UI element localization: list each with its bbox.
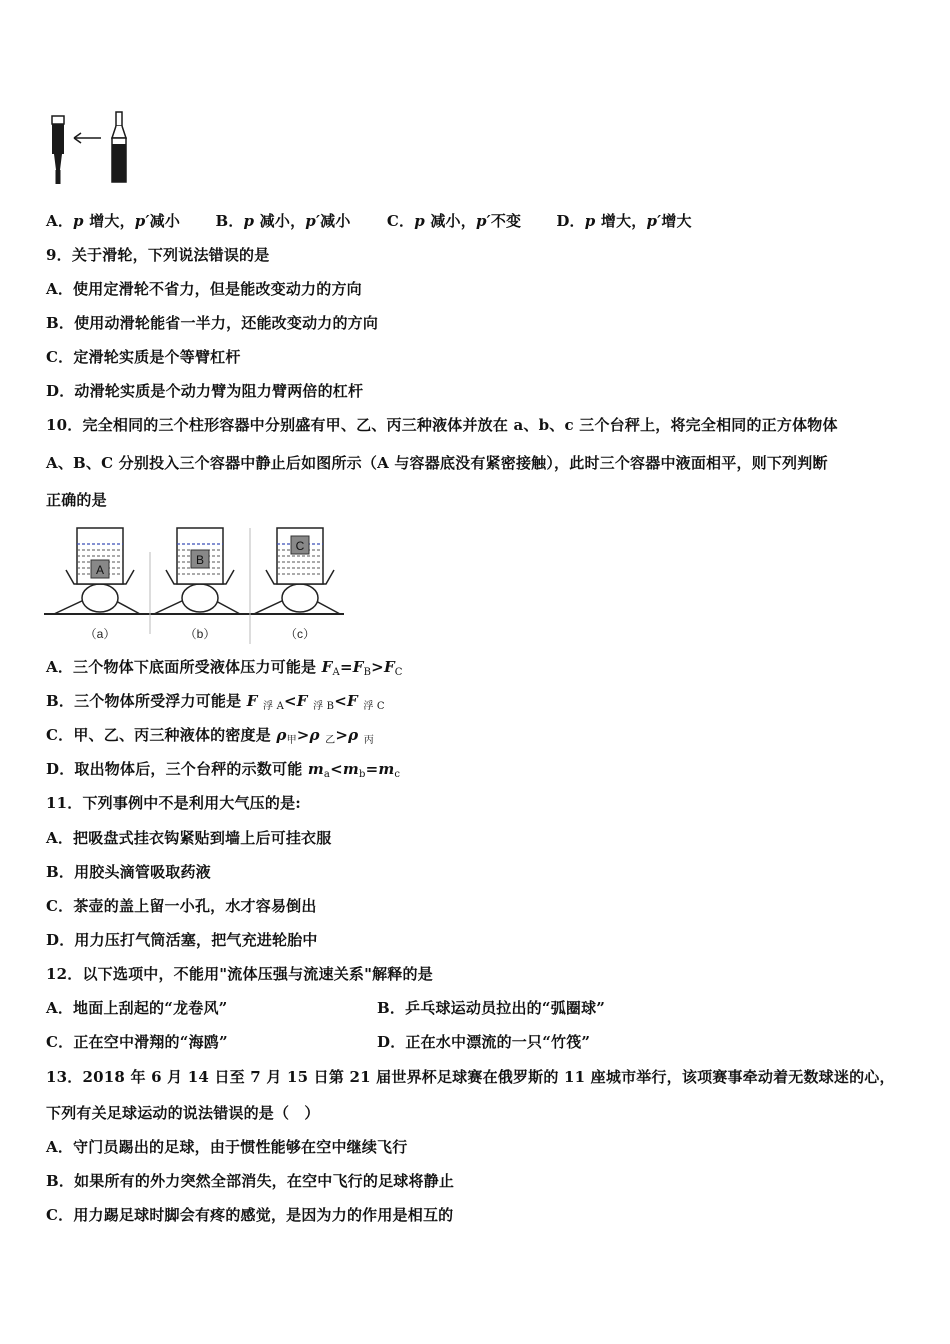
scale-ball-b (182, 584, 218, 612)
q13-option-b: B．如果所有的外力突然全部消失，在空中飞行的足球将静止 (46, 1172, 455, 1190)
q9-option-b: B．使用动滑轮能省一半力，还能改变动力的方向 (46, 314, 379, 332)
scales-containers-figure (44, 522, 354, 648)
q12-stem: 12．以下选项中，不能用"流体压强与流速关系"解释的是 (46, 965, 433, 983)
q9-option-d: D．动滑轮实质是个动力臂为阻力臂两倍的杠杆 (46, 382, 364, 400)
q9-option-a: A．使用定滑轮不省力，但是能改变动力的方向 (46, 280, 362, 298)
q11-option-d: D．用力压打气筒活塞，把气充进轮胎中 (46, 931, 318, 949)
bottle-inversion-figure (46, 108, 138, 188)
q13-option-c: C．用力踢足球时脚会有疼的感觉，是因为力的作用是相互的 (46, 1206, 454, 1224)
scale-unit-c (254, 528, 340, 641)
block-label-c: C (295, 539, 305, 553)
scale-ball-c (282, 584, 318, 612)
q8-option-d: D．p 增大，p′增大 (556, 212, 692, 230)
q11-stem: 11．下列事例中不是利用大气压的是: (46, 794, 302, 812)
q12-option-a: A．地面上刮起的“龙卷风” (46, 999, 228, 1017)
q9-stem: 9．关于滑轮，下列说法错误的是 (46, 246, 270, 264)
q8-option-b: B．p 减小，p′减小 (215, 212, 351, 230)
q13-stem-line2: 下列有关足球运动的说法错误的是（ ） (46, 1104, 320, 1122)
q11-option-b: B．用胶头滴管吸取药液 (46, 863, 211, 881)
q10-option-a: A．三个物体下底面所受液体压力可能是 $F_A=F_B>F_C$ (46, 658, 403, 678)
q9-option-c: C．定滑轮实质是个等臂杠杆 (46, 348, 241, 366)
q8-option-c: C．p 减小，p′不变 (386, 212, 522, 230)
q10-stem-line2: A、B、C 分别投入三个容器中静止后如图所示（A 与容器底没有紧密接触），此时三个容器中液面相平，则下列判断 (46, 454, 828, 472)
scale-unit-b (154, 528, 240, 641)
q8-options-row (46, 211, 692, 231)
q10-stem-line3: 正确的是 (46, 491, 107, 509)
q10-option-b: B．三个物体所受浮力可能是 F $_{浮 A}$<F $_{浮 B}$<F $_{浮 C}$ (46, 692, 385, 712)
block-label-b: B (195, 553, 205, 567)
q13-stem-line1: 13．2018 年 6 月 14 日至 7 月 15 日第 21 届世界杯足球赛在俄罗斯的 11 座城市举行，该项赛事牵动着无数球迷的心， (46, 1068, 895, 1086)
q13-option-a: A．守门员踢出的足球，由于惯性能够在空中继续飞行 (46, 1138, 408, 1156)
block-label-a: A (95, 563, 105, 577)
q11-option-a: A．把吸盘式挂衣钩紧贴到墙上后可挂衣服 (46, 829, 332, 847)
inverted-bottle-neck (54, 154, 62, 170)
scale-unit-a (54, 528, 140, 641)
q12-option-d: D．正在水中漂流的一只“竹筏” (377, 1033, 591, 1051)
caption-b: （b） (184, 627, 216, 641)
q12-option-b: B．乒乓球运动员拉出的“弧圈球” (377, 999, 606, 1017)
q8-option-a: A．p 增大，p′减小 (46, 212, 181, 230)
q10-option-c: C．甲、乙、丙三种液体的密度是 $\rho_甲>\rho$ $_乙$>ρ $_丙$ (46, 726, 374, 746)
q10-stem-line1: 10．完全相同的三个柱形容器中分别盛有甲、乙、丙三种液体并放在 a、b、c 三个台秤上，将完全相同的正方体物体 (46, 416, 838, 434)
upright-bottle-neck (116, 112, 122, 126)
caption-c: （c） (284, 627, 316, 641)
q10-option-d: D．取出物体后，三个台秤的示数可能 $m_a<m_b=m_c$ (46, 760, 401, 780)
q11-option-c: C．茶壶的盖上留一小孔，水才容易倒出 (46, 897, 317, 915)
scale-ball-a (82, 584, 118, 612)
caption-a: （a） (84, 627, 116, 641)
q12-option-c: C．正在空中滑翔的“海鸥” (46, 1033, 228, 1051)
